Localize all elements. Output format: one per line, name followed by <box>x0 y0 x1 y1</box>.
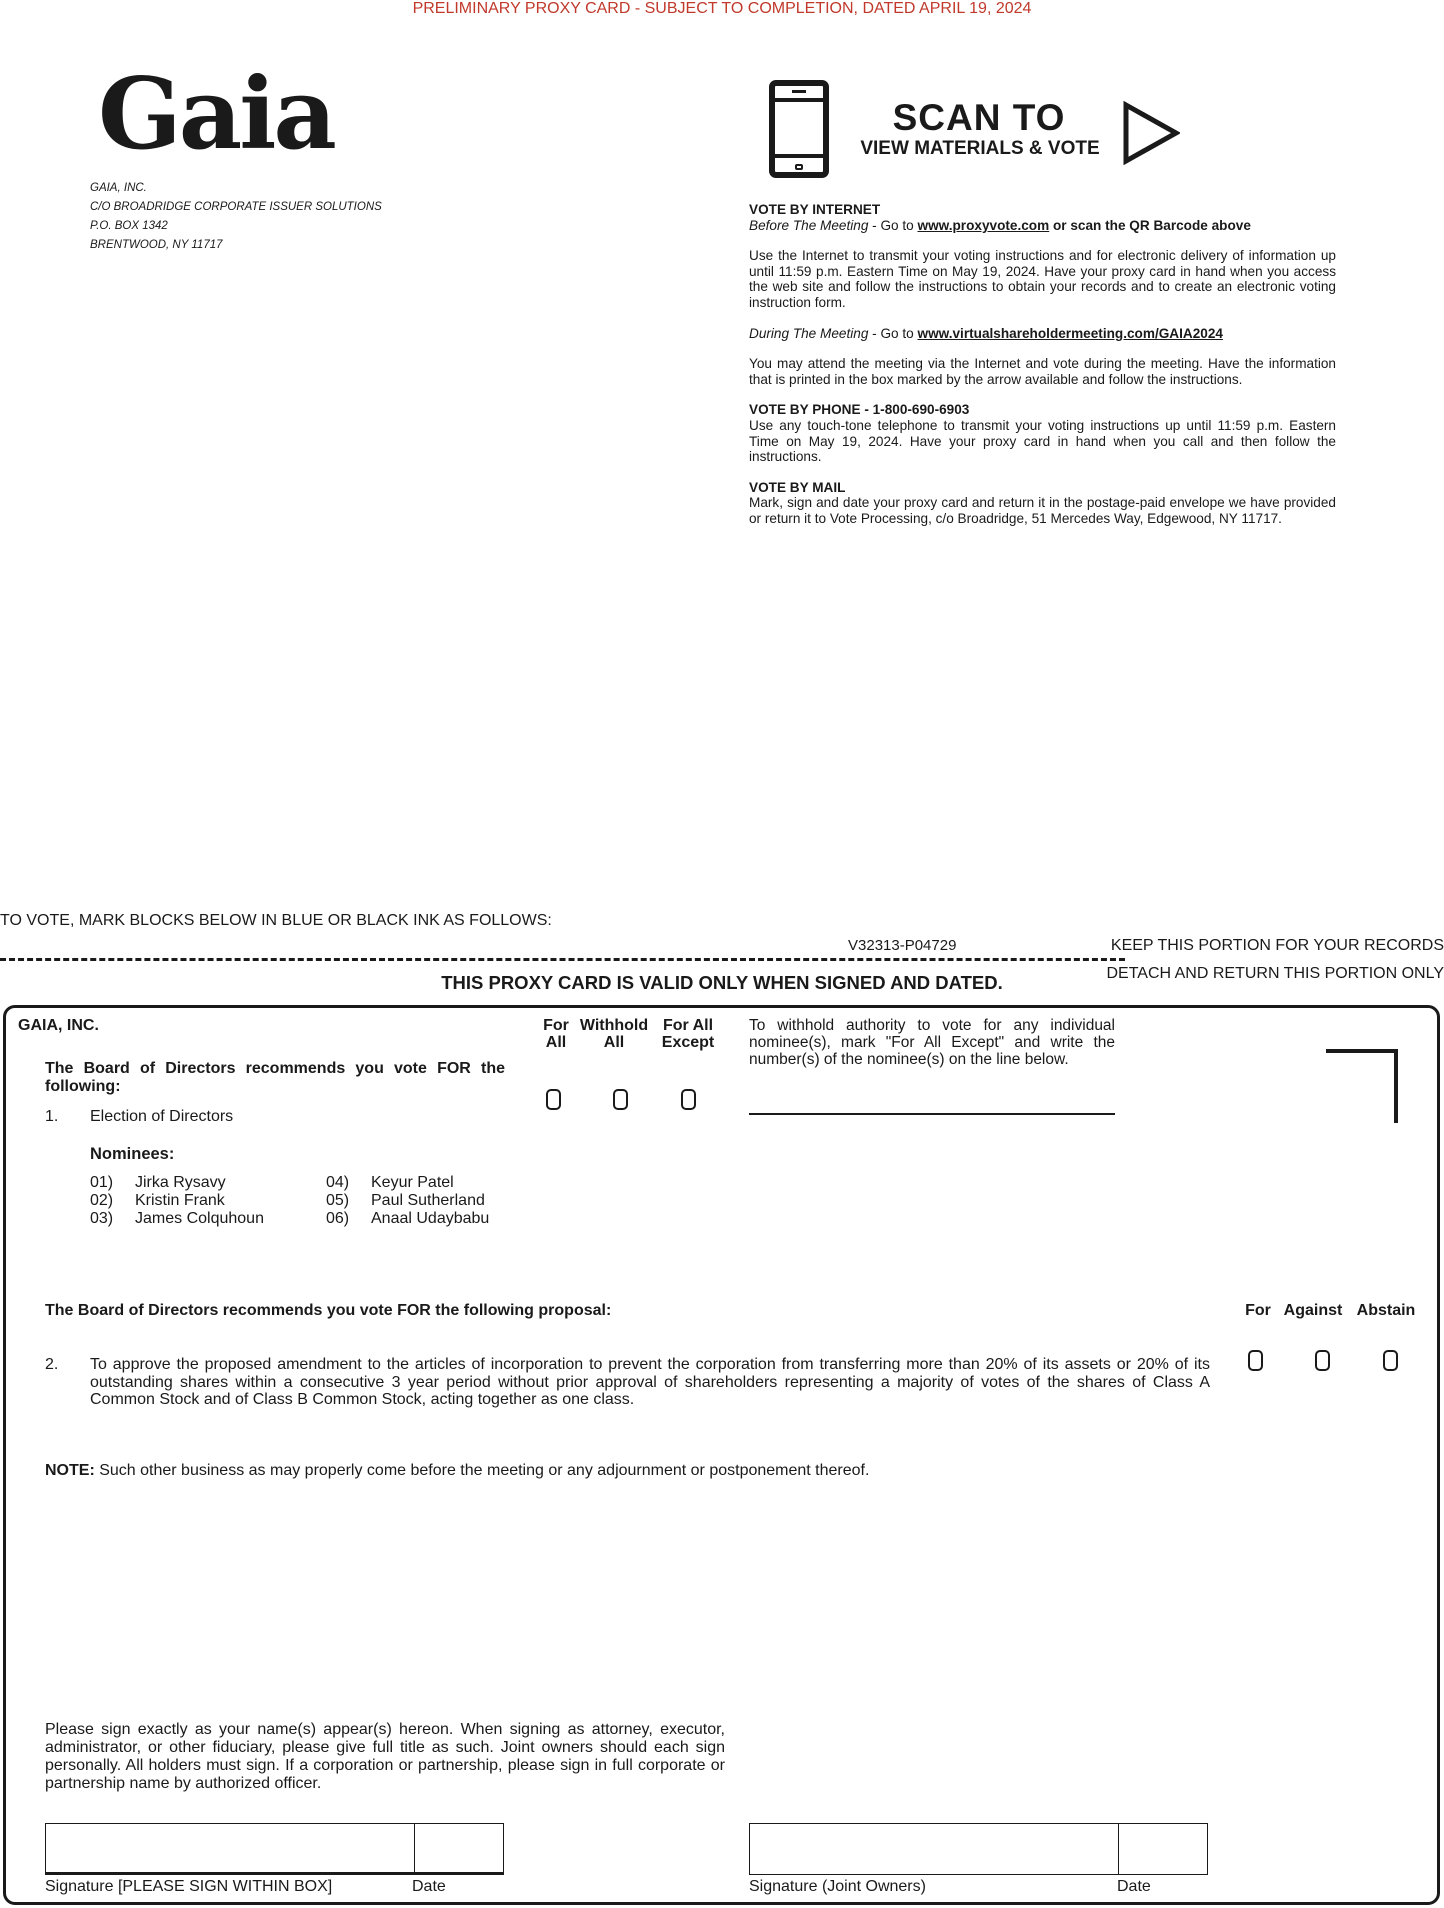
nominee-number: 06) <box>326 1210 350 1227</box>
proposal-2-against-oval[interactable] <box>1315 1350 1330 1371</box>
mail-text: Mark, sign and date your proxy card and return it in the postage-paid envelope we have provided or return it to Vote Processing, c/o Broadridge, 51 Mercedes Way, Edgewood, NY 11717. <box>749 495 1336 526</box>
withhold-instructions: To withhold authority to vote for any individual nominee(s), mark "For All Except" and write the number(s) of the nominee(s) on the line below. <box>749 1017 1115 1068</box>
joint-date-box[interactable] <box>1118 1823 1208 1875</box>
note-body: Such other business as may properly come before the meeting or any adjournment or postponement thereof. <box>94 1462 870 1479</box>
virtual-meeting-link[interactable]: www.virtualshareholdermeeting.com/GAIA2024 <box>917 325 1223 341</box>
nominee-name: Keyur Patel <box>371 1174 454 1191</box>
during-meeting-line <box>749 326 1336 342</box>
col-for-all-line1: For <box>543 1017 569 1034</box>
internet-text: Use the Internet to transmit your voting instructions and for electronic delivery of information up until 11:59 p.m. Eastern Time on May 19, 2024. Have your proxy card in hand when you access the web site and follow the instructions to obtain your records and to create an electronic voting instruction form. <box>749 248 1336 310</box>
joint-signature-label: Signature (Joint Owners) <box>749 1878 926 1895</box>
detach-line <box>0 958 1125 961</box>
vote-for-all-except-oval[interactable] <box>681 1089 696 1110</box>
joint-signature-box[interactable] <box>749 1823 1119 1875</box>
nominee-number: 04) <box>326 1174 350 1191</box>
note-text <box>45 1462 869 1480</box>
phone-text: Use any touch-tone telephone to transmit your voting instructions up until 11:59 p.m. Eastern Time on May 19, 2024. Have your proxy card in hand when you call and then follow the instructions. <box>749 417 1336 465</box>
board-recommendation-2: The Board of Directors recommends you vote FOR the following proposal: <box>45 1302 612 1319</box>
nominee-exception-line[interactable] <box>749 1113 1115 1115</box>
proposal-2-for-oval[interactable] <box>1248 1350 1263 1371</box>
signature-box[interactable] <box>45 1823 415 1875</box>
vote-for-all-oval[interactable] <box>546 1089 561 1110</box>
play-arrow-icon <box>1122 101 1180 165</box>
scan-qr-text: or scan the QR Barcode above <box>1049 217 1251 233</box>
vote-internet-heading: VOTE BY INTERNET <box>749 202 881 217</box>
during-text: You may attend the meeting via the Internet and vote during the meeting. Have the information that is printed in the box marked by the arrow available and follow the instructions. <box>749 356 1336 387</box>
col-for-all <box>533 1017 579 1051</box>
address-line: C/O BROADRIDGE CORPORATE ISSUER SOLUTIONS <box>90 201 382 213</box>
address-line: P.O. BOX 1342 <box>90 220 168 232</box>
card-company-name: GAIA, INC. <box>18 1017 99 1034</box>
nominee-name: Jirka Rysavy <box>135 1174 226 1191</box>
nominee-name: Anaal Udaybabu <box>371 1210 490 1227</box>
vote-withhold-all-oval[interactable] <box>613 1089 628 1110</box>
nominee-name: Paul Sutherland <box>371 1192 485 1209</box>
scan-to-title: SCAN TO <box>892 97 1066 138</box>
address-line: BRENTWOOD, NY 11717 <box>90 239 223 251</box>
detach-return-label: DETACH AND RETURN THIS PORTION ONLY <box>1106 965 1444 982</box>
preliminary-notice: PRELIMINARY PROXY CARD - SUBJECT TO COMPLETION, DATED APRIL 19, 2024 <box>412 0 1032 17</box>
col-against: Against <box>1283 1302 1343 1319</box>
board-recommendation-1: The Board of Directors recommends you vote FOR the following: <box>45 1060 505 1095</box>
proposal-2-abstain-oval[interactable] <box>1383 1350 1398 1371</box>
scan-subtitle: VIEW MATERIALS & VOTE <box>860 138 1100 159</box>
before-meeting-line <box>749 218 1336 234</box>
before-meeting-label: Before The Meeting <box>749 217 869 233</box>
mailing-address <box>90 179 382 255</box>
during-meeting-label: During The Meeting <box>749 325 869 341</box>
col-for-all-except <box>652 1017 724 1051</box>
proposal-2-text: To approve the proposed amendment to the articles of incorporation to prevent the corporation from transferring more than 20% of its assets or 20% of its outstanding shares within a consecutive 3 year period without prior approval of shareholders representing a majority of votes of the shares of Class A Common Stock and of Class B Common Stock, acting together as one class. <box>90 1356 1210 1408</box>
nominee-number: 03) <box>90 1210 114 1227</box>
voting-instructions <box>749 202 1336 527</box>
to-vote-instructions: TO VOTE, MARK BLOCKS BELOW IN BLUE OR BLACK INK AS FOLLOWS: <box>0 912 552 929</box>
proxyvote-link[interactable]: www.proxyvote.com <box>917 217 1050 233</box>
col-for-all-line2: All <box>545 1034 567 1051</box>
item-2-number: 2. <box>45 1356 59 1373</box>
vote-mail-heading: VOTE BY MAIL <box>749 479 846 495</box>
signature-label: Signature [PLEASE SIGN WITHIN BOX] <box>45 1878 333 1895</box>
item-1-number: 1. <box>45 1108 59 1125</box>
col-except-line1: For All <box>662 1017 714 1034</box>
joint-date-label: Date <box>1117 1878 1151 1895</box>
keep-portion-label: KEEP THIS PORTION FOR YOUR RECORDS <box>1110 937 1444 954</box>
vote-phone-heading: VOTE BY PHONE - 1-800-690-6903 <box>749 402 970 418</box>
date-label: Date <box>412 1878 446 1895</box>
col-withhold-line2: All <box>603 1034 625 1051</box>
before-goto: - Go to <box>868 217 918 233</box>
date-box[interactable] <box>414 1823 504 1875</box>
col-for: For <box>1245 1302 1271 1319</box>
nominee-number: 05) <box>326 1192 350 1209</box>
nominee-name: Kristin Frank <box>135 1192 225 1209</box>
address-line: GAIA, INC. <box>90 182 147 194</box>
note-label: NOTE: <box>45 1462 95 1479</box>
control-number: V32313-P04729 <box>848 937 957 954</box>
nominees-heading: Nominees: <box>90 1145 175 1163</box>
col-withhold-all <box>575 1017 653 1051</box>
valid-notice: THIS PROXY CARD IS VALID ONLY WHEN SIGNED AND DATED. <box>441 972 1003 993</box>
smartphone-icon <box>769 80 829 178</box>
item-1-label: Election of Directors <box>90 1108 234 1125</box>
signing-instructions: Please sign exactly as your name(s) appear(s) hereon. When signing as attorney, executor, administrator, or other fiduciary, please give full title as such. Joint owners should each sign personally. All holders must sign. If a corporation or partnership, please sign in full corporate or partnership name by authorized officer. <box>45 1721 725 1792</box>
col-abstain: Abstain <box>1356 1302 1416 1319</box>
nominee-number: 01) <box>90 1174 114 1191</box>
col-except-line2: Except <box>661 1034 715 1051</box>
during-goto: - Go to <box>868 325 918 341</box>
col-withhold-line1: Withhold <box>579 1017 649 1034</box>
gaia-logo: Gaia <box>98 57 334 172</box>
nominee-name: James Colquhoun <box>135 1210 264 1227</box>
nominee-number: 02) <box>90 1192 114 1209</box>
corner-mark <box>1326 1049 1398 1123</box>
